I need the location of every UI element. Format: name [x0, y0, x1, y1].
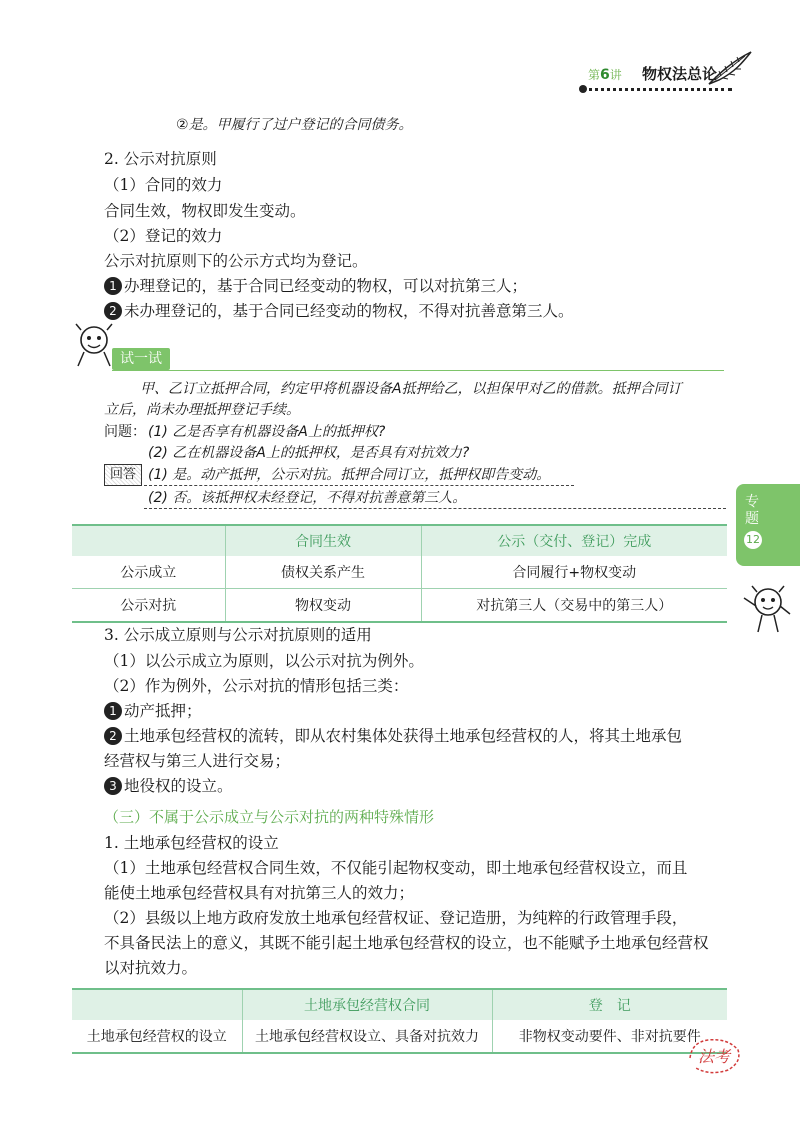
body-line: （1）土地承包经营权合同生效，不仅能引起物权变动，即土地承包经营权设立，而且: [104, 859, 688, 877]
answer-2: (2) 否。该抵押权未经登记，不得对抗善意第三人。: [148, 490, 467, 506]
list-number: 3: [104, 777, 122, 795]
circled-mark: ②: [176, 117, 189, 133]
answer-label: 回答: [104, 464, 142, 486]
list-item: [104, 775, 233, 797]
list-item: [104, 300, 574, 322]
chapter-number: 6: [600, 67, 610, 83]
table-header: 登 记: [492, 989, 727, 1020]
body-line: （1）以公示成立为原则，以公示对抗为例外。: [104, 652, 424, 670]
table-row: [72, 1020, 727, 1053]
list-number: 2: [104, 727, 122, 745]
list-number: 1: [104, 277, 122, 295]
comparison-table-2: [72, 988, 727, 1054]
section-title: （三）不属于公示成立与公示对抗的两种特殊情形: [104, 808, 435, 826]
dashed-rule: [144, 508, 726, 509]
body-line: （2）县级以上地方政府发放土地承包经营权证、登记造册，为纯粹的行政管理手段，: [104, 909, 688, 927]
table-header: [72, 989, 242, 1020]
table-row: [72, 556, 727, 589]
dashed-rule: [144, 485, 574, 486]
heading-publicity-opposition: 2. 公示对抗原则: [104, 150, 217, 168]
body-line: 公示对抗原则下的公示方式均为登记。: [104, 252, 368, 270]
answer-text: 是。甲履行了过户登记的合同债务。: [188, 117, 413, 133]
subheading-contract-effect: （1）合同的效力: [104, 176, 223, 194]
red-seal-stamp: [684, 1032, 744, 1076]
comparison-table-1: [72, 524, 727, 623]
try-it-rule: [112, 370, 724, 371]
list-number: 1: [104, 702, 122, 720]
exercise-text: 甲、乙订立抵押合同，约定甲将机器设备A抵押给乙，以担保甲对乙的借款。抵押合同订: [140, 381, 682, 397]
side-tab-number: 12: [744, 531, 762, 549]
table-header: 合同生效: [225, 525, 421, 556]
question-label: 问题：: [104, 424, 146, 440]
cartoon-mascot-icon: [72, 322, 116, 372]
table-row: [72, 589, 727, 623]
heading-land-contract: 1. 土地承包经营权的设立: [104, 834, 279, 852]
answer-1: (1) 是。动产抵押，公示对抗。抵押合同订立，抵押权即告变动。: [148, 467, 551, 483]
list-text: 土地承包经营权的流转，即从农村集体处获得土地承包经营权的人，将其土地承包: [124, 727, 683, 745]
header-dotted-rule: [582, 88, 732, 91]
chapter-suffix: 讲: [609, 68, 622, 82]
body-line: 不具备民法上的意义，其既不能引起土地承包经营权的设立，也不能赋予土地承包经营权: [104, 934, 709, 952]
table-header: 土地承包经营权合同: [242, 989, 492, 1020]
table-cell: 债权关系产生: [225, 556, 421, 589]
chapter-label: [588, 66, 622, 83]
chapter-prefix: 第: [588, 68, 601, 82]
table-cell: 物权变动: [225, 589, 421, 623]
list-text: 动产抵押；: [124, 702, 202, 720]
body-line: 以对抗效力。: [104, 959, 198, 977]
table-cell: 合同履行+物权变动: [421, 556, 727, 589]
table-cell: 非物权变动要件、非对抗要件: [492, 1020, 727, 1053]
list-number: 2: [104, 302, 122, 320]
table-cell: 土地承包经营权设立、具备对抗效力: [242, 1020, 492, 1053]
question-1: (1) 乙是否享有机器设备A上的抵押权?: [148, 424, 386, 440]
list-text: 地役权的设立。: [124, 777, 233, 795]
list-text: 办理登记的，基于合同已经变动的物权，可以对抗第三人；: [124, 277, 528, 295]
seal-text: 法考: [698, 1047, 731, 1066]
answer-line: [176, 114, 413, 136]
cartoon-mascot-icon: [738, 580, 794, 636]
subheading-registration-effect: （2）登记的效力: [104, 227, 223, 245]
body-line: （2）作为例外，公示对抗的情形包括三类：: [104, 677, 409, 695]
table-cell: 公示对抗: [72, 589, 225, 623]
table-cell: 土地承包经营权的设立: [72, 1020, 242, 1053]
table-header: 公示（交付、登记）完成: [421, 525, 727, 556]
list-item: [104, 725, 682, 747]
list-text: 未办理登记的，基于合同已经变动的物权，不得对抗善意第三人。: [124, 302, 574, 320]
list-item: [104, 275, 527, 297]
heading-application: 3. 公示成立原则与公示对抗原则的适用: [104, 626, 372, 644]
table-cell: 公示成立: [120, 565, 177, 581]
try-it-label: 试一试: [112, 348, 170, 370]
body-line: 经营权与第三人进行交易；: [104, 752, 291, 770]
body-line: 能使土地承包经营权具有对抗第三人的效力；: [104, 884, 415, 902]
exercise-text: 立后，尚未办理抵押登记手续。: [104, 402, 300, 418]
question-2: (2) 乙在机器设备A上的抵押权，是否具有对抗效力?: [148, 445, 470, 461]
list-item: [104, 700, 202, 722]
table-cell: 对抗第三人（交易中的第三人）: [421, 589, 727, 623]
chapter-title: 物权法总论: [642, 65, 718, 83]
feather-icon: [705, 48, 755, 88]
table-header: [72, 525, 225, 556]
side-tab-label: 专题: [745, 494, 759, 527]
body-line: 合同生效，物权即发生变动。: [104, 202, 306, 220]
